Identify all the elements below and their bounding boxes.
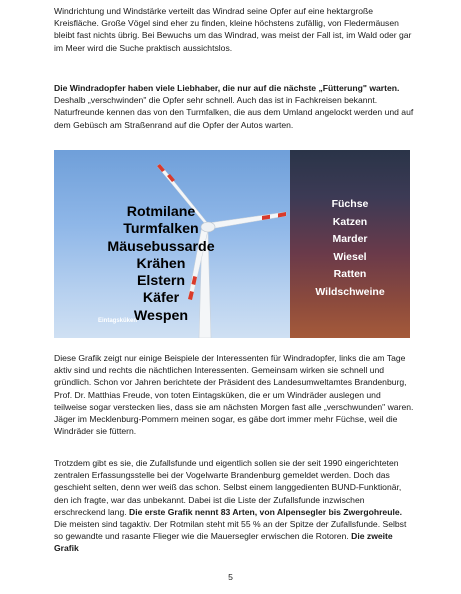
- night-animal: Katzen: [332, 215, 368, 228]
- day-animal: Wespen: [133, 307, 189, 324]
- night-animal: Ratten: [333, 268, 367, 280]
- night-animal: Wiesel: [333, 250, 367, 263]
- day-animal: Krähen: [136, 255, 186, 272]
- night-animal-list: [290, 196, 410, 301]
- paragraph-4-bold-2: Die zweite Grafik: [54, 531, 393, 554]
- paragraph-2-text: Deshalb „verschwinden" die Opfer sehr schnell. Auch das ist in Fachkreisen bekannt. Naturfreunde kennen das von den Turmfalken, die aus dem Umland angelockt werden und auf dem Gebüsch am Straßenrand auf die Opfer der Autos warten.: [54, 95, 414, 130]
- day-animal: Elstern: [136, 273, 186, 290]
- day-animal: Turmfalken: [123, 221, 199, 238]
- paragraph-4-text-b: Die meisten sind tagaktiv. Der Rotmilan steht mit 55 % an der Spitze der Zufallsfunde. Selbst so gewandte und rasante Flieger wie die Mauersegler erwischen die Rotoren.: [54, 519, 407, 542]
- paragraph-3: Diese Grafik zeigt nur einige Beispiele der Interessenten für Windradopfer, links die am Tage aktiv sind und rechts die nächtlichen Interessenten. Gemeinsam wirken sie schnell und gründlich. Schon vor Jahren berichtete der Präsident des Landesumweltamtes Brandenburg, Prof. Dr. Matthias Freude, von toten Eintagsküken, die er um Windräder auslegen und teilweise sogar verstecken lies, dass sie am nächsten Morgen fast alle „verschwunden" waren. Jäger im Mecklenburg-Pommern meinen sogar, es gäbe dort immer mehr Füchse, weil die Windräder sie füttern.: [54, 353, 414, 437]
- windrad-interessenten-figure: [54, 150, 410, 338]
- day-animal: Mäusebussarde: [107, 238, 215, 255]
- page-number: 5: [228, 572, 233, 582]
- day-animal: Käfer: [142, 290, 180, 307]
- paragraph-4-text-a: Trotzdem gibt es sie, die Zufallsfunde und eigentlich sollen sie der seit 1990 eingerichteten zentralen Erfassungsstelle bei der Vogelwarte Brandenburg gemeldet werden. Doch das geschieht selten, denn wer weiß das schon. Selbst einem langgedienten BUND-Funktionär, den ich fragte, war das unbekannt. Dabei ist die Liste der Zufallsfunde inzwischen erschreckend lang.: [54, 458, 402, 517]
- paragraph-2-bold: Die Windradopfer haben viele Liebhaber, die nur auf die nächste „Fütterung" warten.: [54, 83, 400, 93]
- paragraph-4-bold-1: Die erste Grafik nennt 83 Arten, von Alpensegler bis Zwergohreule.: [129, 506, 403, 517]
- day-animal-list: [96, 204, 226, 325]
- paragraph-1: Windrichtung und Windstärke verteilt das Windrad seine Opfer auf eine hektargroße Kreisfläche. Große Vögel sind eher zu finden, kleine höchstens zufällig, von Fledermäusen bleibt fast nichts übrig. Bei Bewuchs um das Windrad, was meist der Fall ist, im Wald oder gar im Meer wird die Suche praktisch aussichtslos.: [54, 6, 412, 53]
- night-animal: Füchse: [331, 198, 369, 210]
- paragraph-2: [54, 82, 414, 131]
- night-animal: Marder: [332, 233, 368, 245]
- day-animal: Rotmilane: [126, 204, 196, 220]
- sky-panel: [54, 150, 290, 338]
- figure-small-caption: Eintagsküken: [98, 318, 138, 324]
- paragraph-4: [54, 457, 414, 555]
- night-animal: Wildschweine: [315, 285, 385, 298]
